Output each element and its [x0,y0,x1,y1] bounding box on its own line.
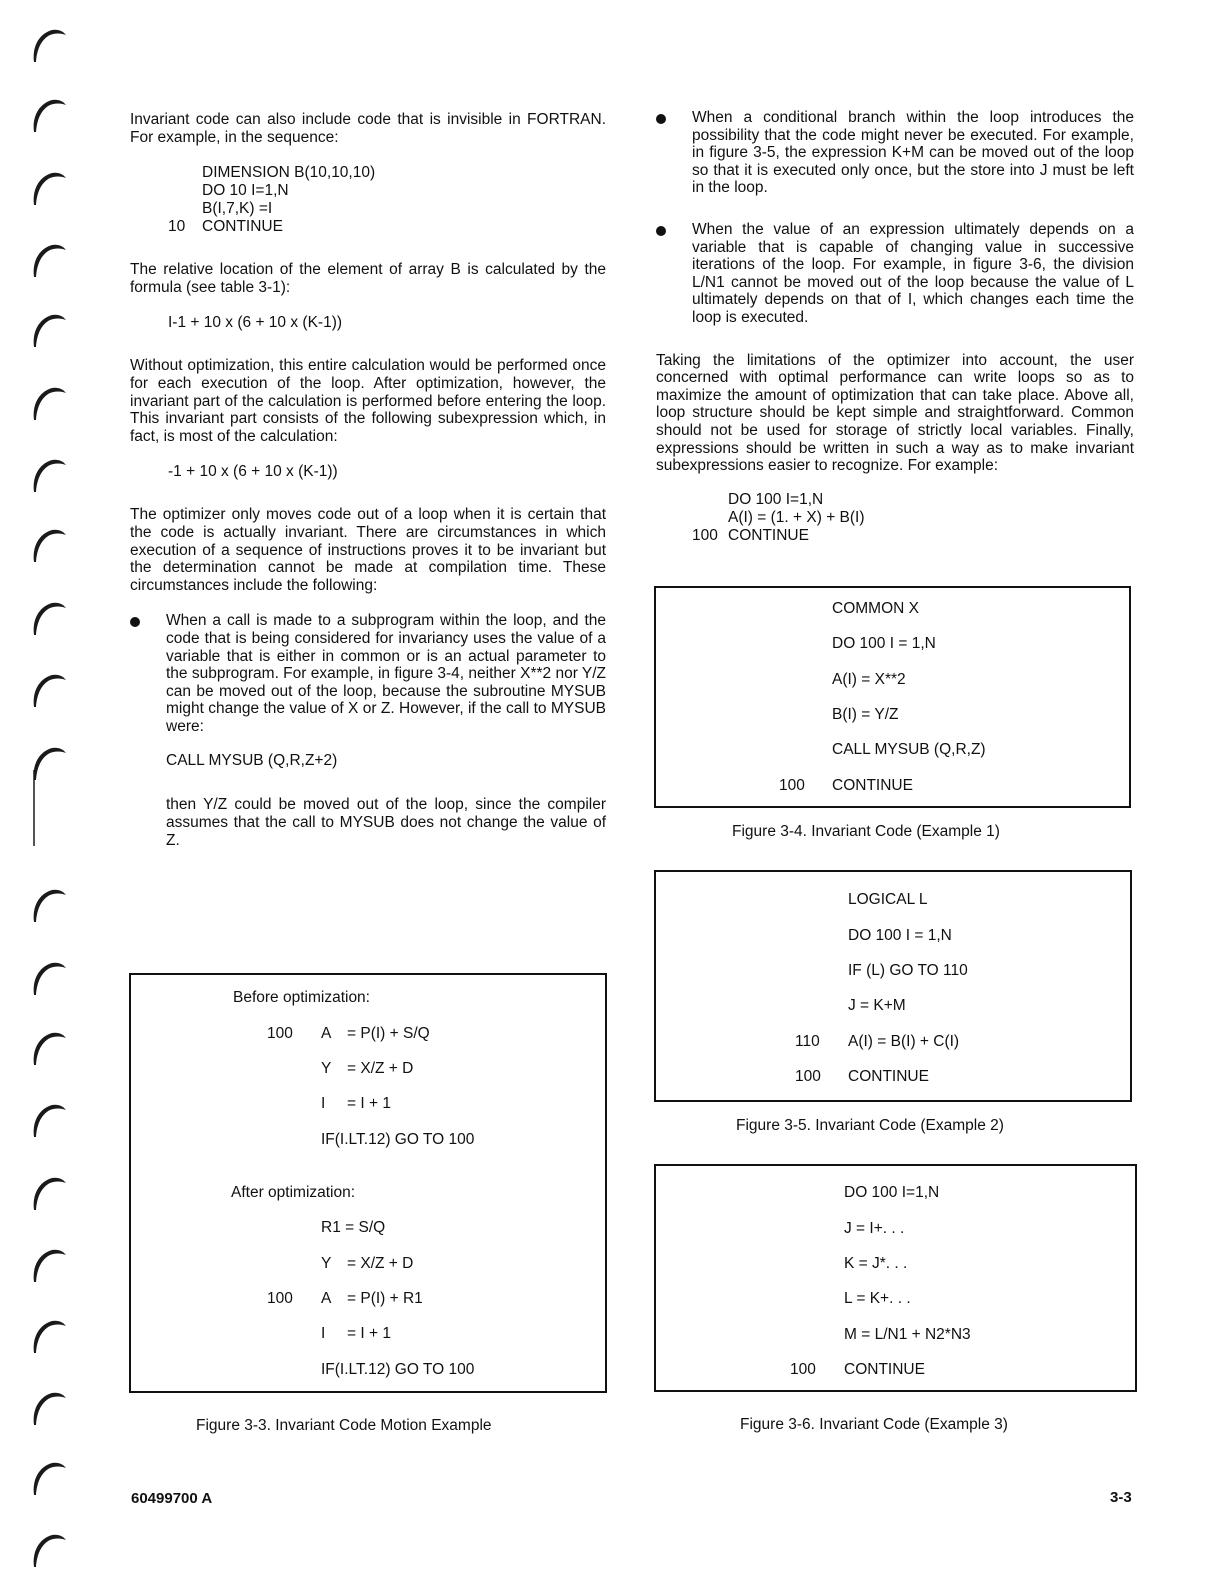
code-sequence-example [656,491,1134,545]
figure-3-3-box [129,973,607,1393]
code-expr: = P(I) + S/Q [347,1025,430,1042]
code-sequence-dimension [130,164,606,236]
code-text: K = J*. . . [844,1255,908,1272]
paragraph-relative-location: The relative location of the element of array B is calculated by the formula (see table 3-1): [130,261,606,296]
binder-hole-mark [28,452,72,496]
bullet-text-continued: then Y/Z could be moved out of the loop, since the compiler assumes that the call to MYSUB does not change the value of Z. [166,796,606,849]
code-expr: = X/Z + D [347,1255,414,1272]
bullet-text: When a conditional branch within the loop introduces the possibility that the code might never be executed. For example, in figure 3-5, the expression K+M can be moved out of the loop so that it is executed only once, but the store into J must be left in the loop. [692,109,1134,197]
code-text: CONTINUE [728,526,809,544]
statement-label [130,182,202,200]
code-text: A(I) = X**2 [832,671,906,688]
statement-label [130,164,202,182]
binder-hole-mark [28,882,72,926]
statement-label: 100 [267,1290,293,1307]
figure-3-6-caption: Figure 3-6. Invariant Code (Example 3) [740,1416,1008,1433]
code-text: DO 100 I=1,N [844,1184,940,1201]
code-line [130,182,606,200]
code-text: M = L/N1 + N2*N3 [844,1326,971,1343]
code-line [130,200,606,218]
code-text: CONTINUE [202,218,283,236]
code-expr: R1 = S/Q [321,1219,386,1236]
code-text: CALL MYSUB (Q,R,Z) [832,741,986,758]
binder-hole-mark [28,667,72,711]
code-line [130,218,606,236]
statement-label: 100 [779,777,805,794]
code-text: L = K+. . . [844,1290,911,1307]
paragraph-without-optimization: Without optimization, this entire calculation would be performed once for each execution of the loop. After optimization, however, the invariant part of the calculation is performed before entering the loop. This invariant part consists of the following subexpression which, in fact, is most of the calculation: [130,357,606,445]
code-text: DO 100 I = 1,N [848,927,952,944]
code-text: LOGICAL L [848,891,928,908]
binder-hole-mark [28,1097,72,1141]
code-text: A(I) = (1. + X) + B(I) [728,508,865,526]
document-number: 60499700 A [131,1490,213,1507]
left-column [130,111,606,849]
figure-3-3-caption: Figure 3-3. Invariant Code Motion Example [196,1417,492,1434]
binder-hole-mark [28,1242,72,1286]
bullet-changing-value [656,221,1134,327]
code-var: Y [321,1060,332,1077]
statement-label: 10 [168,218,186,236]
code-text: CONTINUE [844,1361,925,1378]
code-var: A [321,1290,332,1307]
code-expr: = I + 1 [347,1095,391,1112]
code-text: DO 100 I = 1,N [832,635,936,652]
figure-3-5-box [654,870,1132,1102]
code-expr: = X/Z + D [347,1060,414,1077]
formula-full: I-1 + 10 x (6 + 10 x (K-1)) [168,314,343,332]
paragraph-invisible-code: Invariant code can also include code that is invisible in FORTRAN. For example, in the sequence: [130,111,606,146]
binder-hole-mark [28,307,72,351]
binder-hole-mark [28,1527,72,1571]
code-text: CONTINUE [848,1068,929,1085]
code-text: DIMENSION B(10,10,10) [202,164,376,182]
code-text: A(I) = B(I) + C(I) [848,1033,960,1050]
code-text: DO 10 I=1,N [202,182,289,200]
statement-label: 100 [795,1068,821,1085]
binder-hole-mark [28,1170,72,1214]
binder-hole-mark [28,522,72,566]
code-text: B(I) = Y/Z [832,706,899,723]
call-statement: CALL MYSUB (Q,R,Z+2) [166,752,338,770]
binder-hole-mark [28,1455,72,1499]
code-line [656,491,1134,509]
formula-invariant: -1 + 10 x (6 + 10 x (K-1)) [168,463,338,481]
code-line [656,509,1134,527]
bullet-subprogram-call [130,612,606,849]
binder-hole-mark [28,1025,72,1069]
code-text: COMMON X [832,600,919,617]
statement-label: 100 [790,1361,816,1378]
binder-hole-mark [28,955,72,999]
paragraph-limitations: Taking the limitations of the optimizer into account, the user concerned with optimal performance can write loops so as to maximize the amount of optimization that can take place. Above all, loop structure should be kept simple and straightforward. Common should not be used for storage of strictly local variables. Finally, expressions should be written in such a way as to make invariant subexpressions easier to recognize. For example: [656,351,1134,475]
code-var: A [321,1025,332,1042]
binder-hole-mark [28,237,72,281]
binder-hole-mark [28,380,72,424]
before-heading: Before optimization: [233,989,370,1006]
statement-label [130,200,202,218]
figure-3-6-box [654,1164,1137,1392]
statement-label [656,491,728,509]
code-expr: = I + 1 [347,1325,391,1342]
code-expr: = P(I) + R1 [347,1290,423,1307]
code-text: J = I+. . . [844,1220,905,1237]
binder-hole-mark [28,1385,72,1429]
code-text: CONTINUE [832,777,913,794]
binder-margin [28,0,72,1584]
binder-hole-mark [28,92,72,136]
binder-hole-mark [28,595,72,639]
figure-3-4-caption: Figure 3-4. Invariant Code (Example 1) [732,823,1000,840]
bullet-conditional-branch [656,109,1134,197]
code-line [656,527,1134,545]
after-heading: After optimization: [231,1184,356,1201]
code-var: Y [321,1255,332,1272]
bullet-text: When the value of an expression ultimately depends on a variable that is capable of changing value in successive iterations of the loop. For example, in figure 3-6, the division L/N1 cannot be moved out of the loop because the value of L ultimately depends on that of I, which changes each time the loop is executed. [692,220,1134,326]
code-text: J = K+M [848,997,906,1014]
statement-label [656,509,728,527]
figure-3-4-box [654,586,1131,808]
bullet-icon [656,226,666,236]
binder-hole-mark [28,22,72,66]
figure-3-5-caption: Figure 3-5. Invariant Code (Example 2) [736,1117,1004,1134]
statement-label: 110 [795,1033,820,1050]
code-text: IF (L) GO TO 110 [848,962,968,979]
code-var: I [321,1095,326,1112]
binder-hole-mark [28,165,72,209]
code-text: B(I,7,K) =I [202,200,273,218]
code-var: I [321,1325,326,1342]
page-number: 3-3 [1110,1489,1132,1506]
statement-label: 100 [267,1025,293,1042]
right-column [656,109,1134,545]
code-line [130,164,606,182]
bullet-icon [130,617,140,627]
paragraph-optimizer-moves: The optimizer only moves code out of a loop when it is certain that the code is actually invariant. There are circumstances in which execution of a sequence of instructions proves it to be invariant but the determination cannot be made at compilation time. These circumstances include the following: [130,506,606,594]
bullet-text: When a call is made to a subprogram within the loop, and the code that is being considered for invariancy uses the value of a variable that is either in common or is an actual parameter to the subprogram. For example, in figure 3-4, neither X**2 nor Y/Z can be moved out of the loop, because the subroutine MYSUB might change the value of X or Z. However, if the call to MYSUB were: [166,612,606,735]
code-text: DO 100 I=1,N [728,490,824,508]
code-expr: IF(I.LT.12) GO TO 100 [321,1361,475,1378]
binder-hole-mark [28,1313,72,1357]
statement-label: 100 [692,526,718,544]
binder-edge-line [28,770,40,850]
code-expr: IF(I.LT.12) GO TO 100 [321,1131,475,1148]
bullet-icon [656,114,666,124]
